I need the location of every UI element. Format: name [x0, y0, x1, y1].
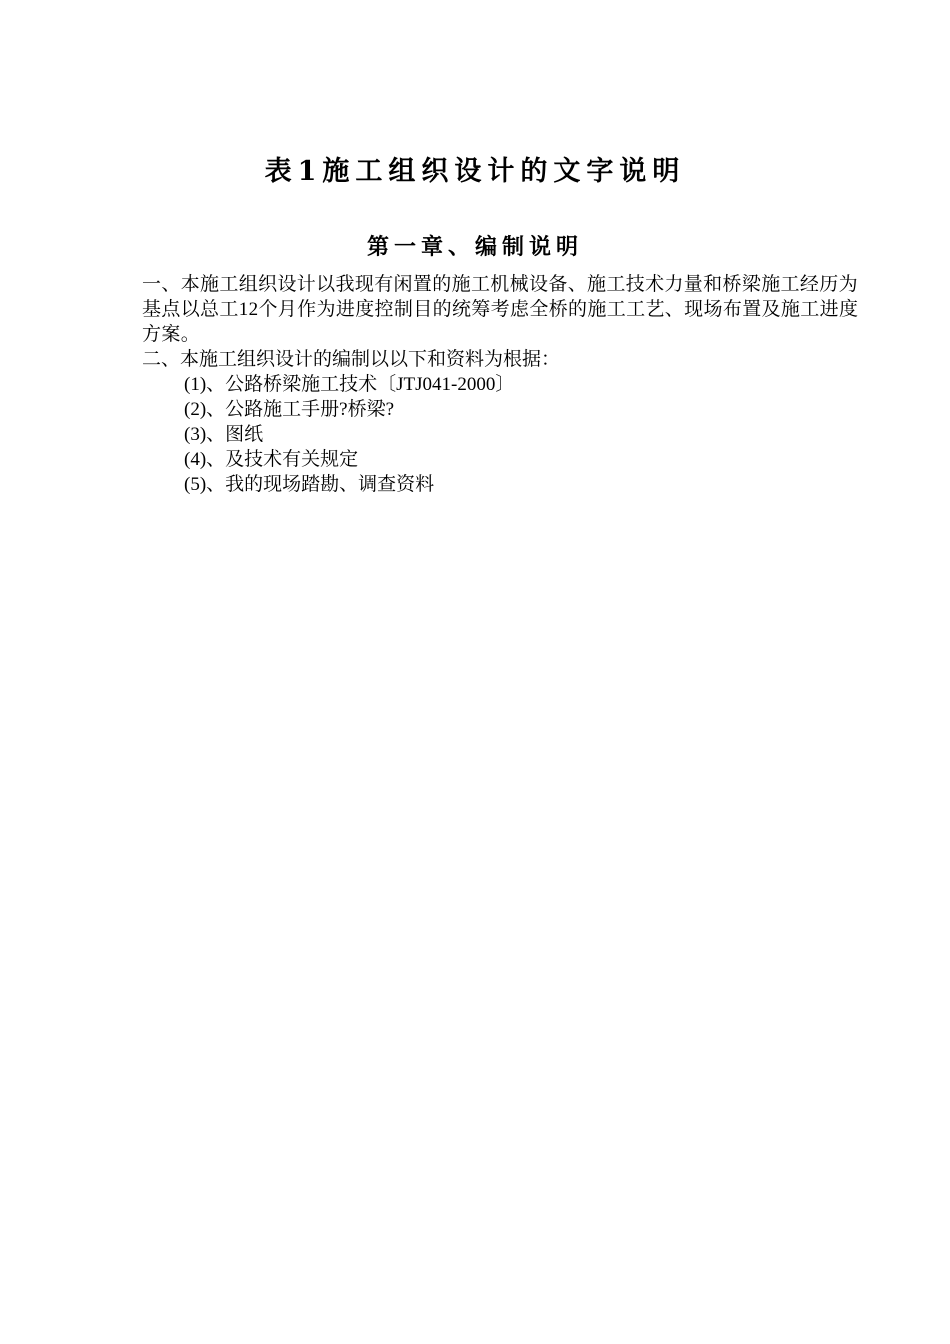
paragraph-basis: 二、本施工组织设计的编制以以下和资料为根据： [142, 349, 561, 370]
document-body [142, 272, 862, 497]
reference-item: (1)、公路桥梁施工技术〔JTJ041-2000〕 [184, 374, 515, 395]
reference-list [142, 372, 862, 497]
document-title: 表1施工组织设计的文字说明 [264, 156, 686, 187]
reference-item: (3)、图纸 [184, 424, 264, 445]
reference-item: (5)、我的现场踏勘、调查资料 [184, 474, 435, 495]
reference-item: (2)、公路施工手册?桥梁? [184, 399, 395, 420]
chapter-heading: 第一章、编制说明 [366, 234, 583, 260]
reference-item: (4)、及技术有关规定 [184, 449, 359, 470]
paragraph-overview: 一、本施工组织设计以我现有闲置的施工机械设备、施工技术力量和桥梁施工经历为基点以总工12个月作为进度控制目的统筹考虑全桥的施工工艺、现场布置及施工进度方案。 [142, 274, 859, 345]
